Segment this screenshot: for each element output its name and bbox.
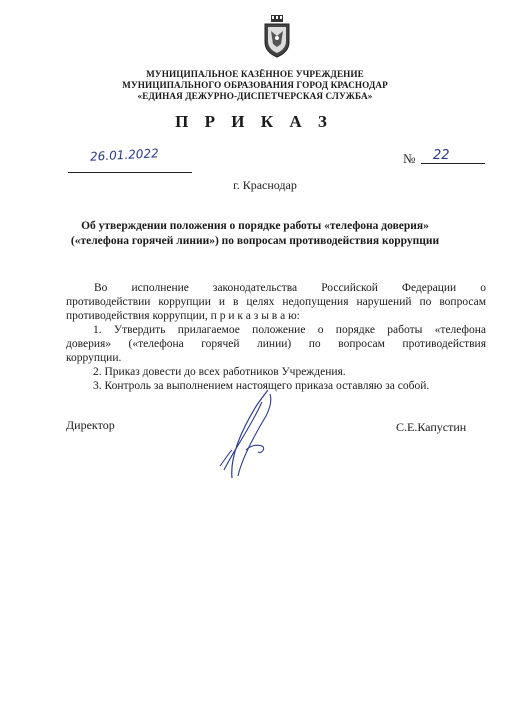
- order-item3: 3. Контроль за выполнением настоящего приказа оставляю за собой.: [93, 380, 430, 392]
- handwritten-signature: [210, 388, 290, 483]
- document-number: 22: [433, 148, 450, 163]
- org-name-line1: МУНИЦИПАЛЬНОЕ КАЗЁННОЕ УЧРЕЖДЕНИЕ: [146, 69, 364, 79]
- document-type-title: П Р И К А З: [175, 112, 333, 131]
- subject-line2: («телефона горячей линии») по вопросам противодействия коррупции: [70, 235, 440, 247]
- document-city: г. Краснодар: [233, 178, 297, 192]
- order-item1-line3: коррупции.: [66, 352, 122, 364]
- number-label: №: [403, 151, 416, 166]
- preamble-line1: Во исполнение законодательства Российской Федерации о: [94, 282, 486, 294]
- preamble-line2: противодействии коррупции и в целях недопущения нарушений по вопросам: [66, 296, 486, 308]
- signer-role: Директор: [66, 418, 115, 432]
- order-item2: 2. Приказ довести до всех работников Учреждения.: [93, 366, 346, 378]
- org-name-line2: МУНИЦИПАЛЬНОГО ОБРАЗОВАНИЯ ГОРОД КРАСНОДАР: [122, 80, 388, 90]
- document-date: 26.01.2022: [89, 146, 160, 164]
- order-item1-line1: 1. Утвердить прилагаемое положение о порядке работы «телефона: [93, 324, 486, 336]
- preamble-line3: противодействия коррупции, п р и к а з ы в а ю:: [66, 310, 300, 322]
- org-name-line3: «ЕДИНАЯ ДЕЖУРНО-ДИСПЕТЧЕРСКАЯ СЛУЖБА»: [137, 91, 373, 101]
- number-underline: [421, 162, 485, 164]
- signer-name: С.Е.Капустин: [396, 420, 467, 434]
- coat-of-arms-icon: [262, 14, 292, 58]
- subject-line1: Об утверждении положения о порядке работы «телефона доверия»: [81, 220, 429, 232]
- order-item1-line2: доверия» («телефона горячей линии) по вопросам противодействия: [66, 338, 486, 350]
